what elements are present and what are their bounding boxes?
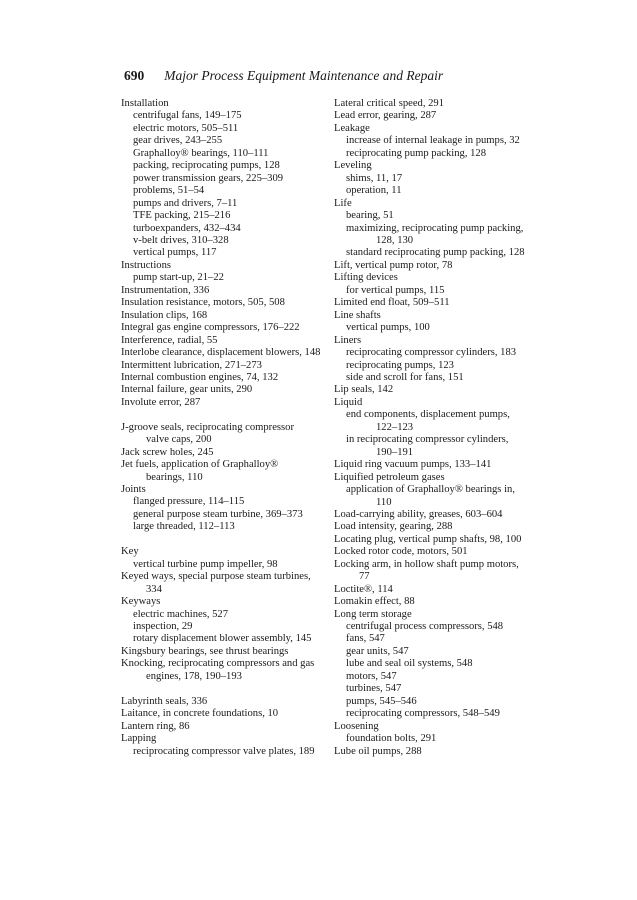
- index-subentry: shims, 11, 17: [346, 172, 403, 184]
- index-entry: Lantern ring, 86: [121, 720, 190, 732]
- index-subentry: problems, 51–54: [133, 185, 205, 197]
- index-entry: Labyrinth seals, 336: [121, 695, 208, 707]
- index-subentry: reciprocating compressor valve plates, 189: [133, 745, 315, 757]
- index-entry: Liquid: [334, 396, 363, 408]
- index-column-right: [334, 98, 564, 758]
- page-number: 690: [124, 68, 145, 83]
- index-entry-continuation: 122–123: [376, 421, 414, 433]
- index-subentry: centrifugal fans, 149–175: [133, 110, 242, 122]
- index-entry: Lead error, gearing, 287: [334, 110, 437, 122]
- index-entry: Leveling: [334, 160, 372, 172]
- index-entry: Intermittent lubrication, 271–273: [121, 359, 262, 371]
- index-entry-continuation: valve caps, 200: [146, 434, 212, 446]
- index-entry-continuation: 334: [146, 583, 162, 595]
- book-title: Major Process Equipment Maintenance and Repair: [164, 68, 444, 83]
- index-entry: J-groove seals, reciprocating compressor: [121, 421, 294, 433]
- index-subentry: rotary displacement blower assembly, 145: [133, 633, 312, 645]
- index-entry: Load intensity, gearing, 288: [334, 521, 453, 533]
- index-entry: Limited end float, 509–511: [334, 297, 450, 309]
- index-entry: Lomakin effect, 88: [334, 596, 415, 608]
- index-entry: Insulation clips, 168: [121, 309, 208, 321]
- index-subentry: gear drives, 243–255: [133, 135, 223, 147]
- index-subentry: electric motors, 505–511: [133, 122, 239, 134]
- index-entry: Lift, vertical pump rotor, 78: [334, 259, 453, 271]
- index-entry: Load-carrying ability, greases, 603–604: [334, 508, 503, 520]
- index-entry: Involute error, 287: [121, 396, 201, 408]
- index-entry: Jet fuels, application of Graphalloy®: [121, 459, 279, 471]
- index-subentry: packing, reciprocating pumps, 128: [133, 160, 280, 172]
- index-subentry: standard reciprocating pump packing, 128: [346, 247, 525, 259]
- index-subentry: electric machines, 527: [133, 608, 229, 620]
- index-entry: Kingsbury bearings, see thrust bearings: [121, 645, 289, 657]
- index-entry: Interlobe clearance, displacement blowers, 148: [121, 347, 321, 359]
- index-subentry: maximizing, reciprocating pump packing,: [346, 222, 524, 234]
- index-subentry: motors, 547: [346, 670, 397, 682]
- index-subentry: vertical turbine pump impeller, 98: [133, 558, 278, 570]
- index-entry: Liquified petroleum gases: [334, 471, 445, 483]
- index-subentry: pumps, 545–546: [346, 695, 417, 707]
- index-subentry: turboexpanders, 432–434: [133, 222, 241, 234]
- index-subentry: side and scroll for fans, 151: [346, 371, 464, 383]
- index-entry: Joints: [121, 484, 146, 496]
- section-gap: [121, 409, 343, 421]
- index-entry: Keyed ways, special purpose steam turbines,: [121, 571, 311, 583]
- index-entry: Locked rotor code, motors, 501: [334, 546, 468, 558]
- index-subentry: general purpose steam turbine, 369–373: [133, 508, 303, 520]
- index-subentry: large threaded, 112–113: [133, 521, 235, 533]
- index-entry: Instrumentation, 336: [121, 284, 210, 296]
- index-subentry: reciprocating compressor cylinders, 183: [346, 347, 517, 359]
- index-entry: Liners: [334, 334, 362, 346]
- index-subentry: bearing, 51: [346, 210, 394, 222]
- index-entry: Laitance, in concrete foundations, 10: [121, 708, 279, 720]
- index-subentry: reciprocating pump packing, 128: [346, 147, 487, 159]
- index-entry: Internal failure, gear units, 290: [121, 384, 253, 396]
- index-subentry: in reciprocating compressor cylinders,: [346, 434, 509, 446]
- index-entry: Internal combustion engines, 74, 132: [121, 371, 279, 383]
- index-entry: Loosening: [334, 720, 379, 732]
- index-entry: Installation: [121, 98, 169, 109]
- index-subentry: fans, 547: [346, 633, 385, 645]
- index-subentry: lube and seal oil systems, 548: [346, 658, 473, 670]
- index-subentry: reciprocating pumps, 123: [346, 359, 454, 371]
- index-column-left: [121, 98, 343, 758]
- index-subentry: end components, displacement pumps,: [346, 409, 510, 421]
- index-entry: Line shafts: [334, 309, 381, 321]
- index-entry: Leakage: [334, 122, 370, 134]
- index-entry: Loctite®, 114: [334, 583, 393, 595]
- index-entry: Jack screw holes, 245: [121, 446, 214, 458]
- index-entry-continuation: engines, 178, 190–193: [146, 670, 242, 682]
- index-entry: Lifting devices: [334, 272, 398, 284]
- index-subentry: power transmission gears, 225–309: [133, 172, 284, 184]
- index-subentry: foundation bolts, 291: [346, 733, 437, 745]
- index-entry: Lip seals, 142: [334, 384, 394, 396]
- index-subentry: increase of internal leakage in pumps, 32: [346, 135, 520, 147]
- index-entry: Lateral critical speed, 291: [334, 98, 445, 109]
- index-subentry: vertical pumps, 100: [346, 322, 430, 334]
- index-subentry: operation, 11: [346, 185, 402, 197]
- index-entry: Life: [334, 197, 352, 209]
- index-subentry: for vertical pumps, 115: [346, 284, 445, 296]
- index-subentry: centrifugal process compressors, 548: [346, 621, 504, 633]
- index-entry-continuation: 128, 130: [376, 234, 414, 246]
- index-entry: Key: [121, 546, 139, 558]
- index-subentry: TFE packing, 215–216: [133, 210, 231, 222]
- index-subentry: flanged pressure, 114–115: [133, 496, 245, 508]
- index-entry-continuation: 190–191: [376, 446, 414, 458]
- index-subentry: application of Graphalloy® bearings in,: [346, 484, 515, 496]
- index-entry: Locating plug, vertical pump shafts, 98, 100: [334, 533, 522, 545]
- index-entry: Long term storage: [334, 608, 412, 620]
- index-entry-continuation: 77: [359, 571, 370, 583]
- index-subentry: vertical pumps, 117: [133, 247, 217, 259]
- index-entry: Insulation resistance, motors, 505, 508: [121, 297, 285, 309]
- index-entry-continuation: bearings, 110: [146, 471, 203, 483]
- index-subentry: reciprocating compressors, 548–549: [346, 708, 500, 720]
- index-subentry: Graphalloy® bearings, 110–111: [133, 147, 269, 159]
- index-subentry: gear units, 547: [346, 645, 409, 657]
- running-header: [124, 68, 584, 84]
- index-subentry: pump start-up, 21–22: [133, 272, 224, 284]
- index-entry: Interference, radial, 55: [121, 334, 218, 346]
- index-entry: Lapping: [121, 733, 157, 745]
- index-entry: Keyways: [121, 596, 161, 608]
- index-subentry: pumps and drivers, 7–11: [133, 197, 238, 209]
- index-entry: Locking arm, in hollow shaft pump motors,: [334, 558, 519, 570]
- section-gap: [121, 534, 343, 546]
- index-entry-continuation: 110: [376, 496, 392, 508]
- index-entry: Liquid ring vacuum pumps, 133–141: [334, 459, 492, 471]
- index-entry: Integral gas engine compressors, 176–222: [121, 322, 300, 334]
- index-subentry: turbines, 547: [346, 683, 402, 695]
- index-subentry: v-belt drives, 310–328: [133, 234, 229, 246]
- index-entry: Instructions: [121, 259, 172, 271]
- index-entry: Knocking, reciprocating compressors and gas: [121, 658, 315, 670]
- index-entry: Lube oil pumps, 288: [334, 745, 422, 757]
- section-gap: [121, 683, 343, 695]
- index-subentry: inspection, 29: [133, 621, 193, 632]
